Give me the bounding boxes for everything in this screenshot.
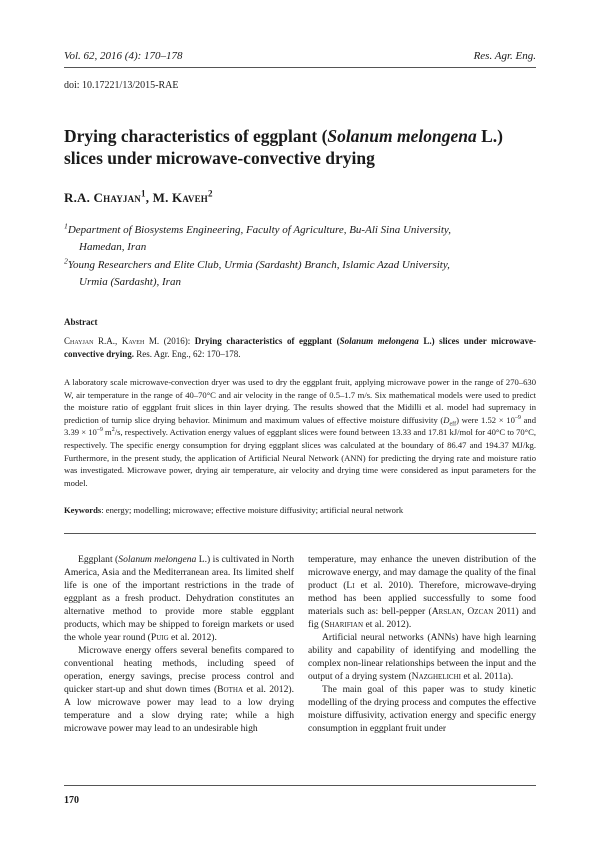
affiliation-1: $^1$Department of Biosystems Engineering, Faculty of Agriculture, Bu-Ali Sina University, Hamedan, Iran	[64, 221, 451, 253]
page-number: 170	[64, 795, 79, 806]
paper-title	[64, 125, 530, 169]
footer-rule	[64, 785, 536, 786]
paragraph: The main goal of this paper was to study kinetic modelling of the drying process and computes the effective moisture diffusivity, activation energy and specific energy consumption in eggplant fruit under	[308, 684, 536, 734]
doi: doi: 10.17221/13/2015-RAE	[64, 80, 179, 91]
abstract-heading: Abstract	[64, 317, 98, 327]
paragraph: Artificial neural networks (ANNs) have high learning ability and capability of identifying and modelling the complex non-linear relationships between the input and the output of a drying system (Nazghelichi et al. 2011a).	[308, 632, 536, 682]
paragraph: temperature, may enhance the uneven distribution of the microwave energy, and may damage the quality of the final product (Li et al. 2010). Therefore, microwave-drying method has been applied successfully to some food materials such as: bell-pepper (Arslan, Ozcan 2011) and fig (Sharifian et al. 2012).	[308, 554, 537, 630]
author-2: Kaveh	[172, 190, 208, 205]
abstract-rule	[64, 533, 536, 534]
affiliation-2: $^2$Young Researchers and Elite Club, Urmia (Sardasht) Branch, Islamic Azad University, Urmia (Sardasht), Iran	[64, 256, 450, 288]
journal-name: Res. Agr. Eng.	[473, 50, 536, 62]
paragraph: Microwave energy offers several benefits compared to conventional heating methods, including speed of operation, energy savings, precise process control and quicker start-up and shut down times (Botha et al. 2012). A low microwave power may lead to a low drying temperature and a slow drying rate; while a high microwave power may lead to an undesirable high	[64, 645, 294, 734]
citation: Chayjan R.A., Kaveh M. (2016): Drying characteristics of eggplant (Solanum melongena L.) slices under microwave-convective drying. Res. Agr. Eng., 62: 170–178.	[64, 336, 536, 359]
abstract-body: A laboratory scale microwave-convection dryer was used to dry the eggplant fruit, applying microwave power in the range of 270–630 W, air temperature in the range of 40–70°C and air velocity in the range of 0.5–1.7 m/s. Six mathematical models were used to predict the moisture ratio of eggplant fruit slices in thin layer drying. The results showed that the Midilli et al. model had supremacy in prediction of turnip slice drying behavior. Minimum and maximum values of effective moisture diffusivity $(D_{eff})$ were $1.52 \times 10^{-9}$ and $3.39 \times 10^{-9}$ $m^2/s$, respectively. Activation energy values of eggplant slices were found between 13.33 and 17.81 kJ/mol for 40°C to 70°C, respectively. The specific energy consumption for drying eggplant slices was calculated at the boundary of 86.47 and 194.37 MJ/kg. Furthermore, in the present study, the application of Artificial Neural Network (ANN) for predicting the drying rate and moisture ratio was investigated. Microwave power, drying air temperature, air velocity and drying time were considered as input parameters for the model.	[64, 377, 537, 488]
title-text-end: L.) slices under microwave-convective drying	[64, 126, 503, 168]
body-column-left	[64, 553, 294, 735]
keywords: Keywords: energy; modelling; microwave; effective moisture diffusivity; artificial neural network	[64, 505, 404, 515]
keywords-label: Keywords	[64, 505, 102, 515]
title-text: Drying characteristics of eggplant (	[64, 126, 328, 146]
journal-volume: Vol. 62, 2016 (4): 170–178	[64, 50, 183, 62]
body-column-right	[308, 553, 536, 735]
paragraph: Eggplant (Solanum melongena L.) is cultivated in North America, Asia and the Mediterranean area. Its limited shelf life is one of the important restrictions in the trade of eggplant as a fresh product. Dehydration constitutes an alternative method to provide more stable eggplant products, which may be shipped to foreign markets or used the whole year round (Puig et al. 2012).	[64, 554, 294, 643]
header-rule	[64, 67, 536, 68]
title-species: Solanum melongena	[327, 126, 477, 146]
author-1: Chayjan	[93, 190, 141, 205]
author-list: R.A. Chayjan$^1$, M. Kaveh$^2$	[64, 188, 213, 205]
